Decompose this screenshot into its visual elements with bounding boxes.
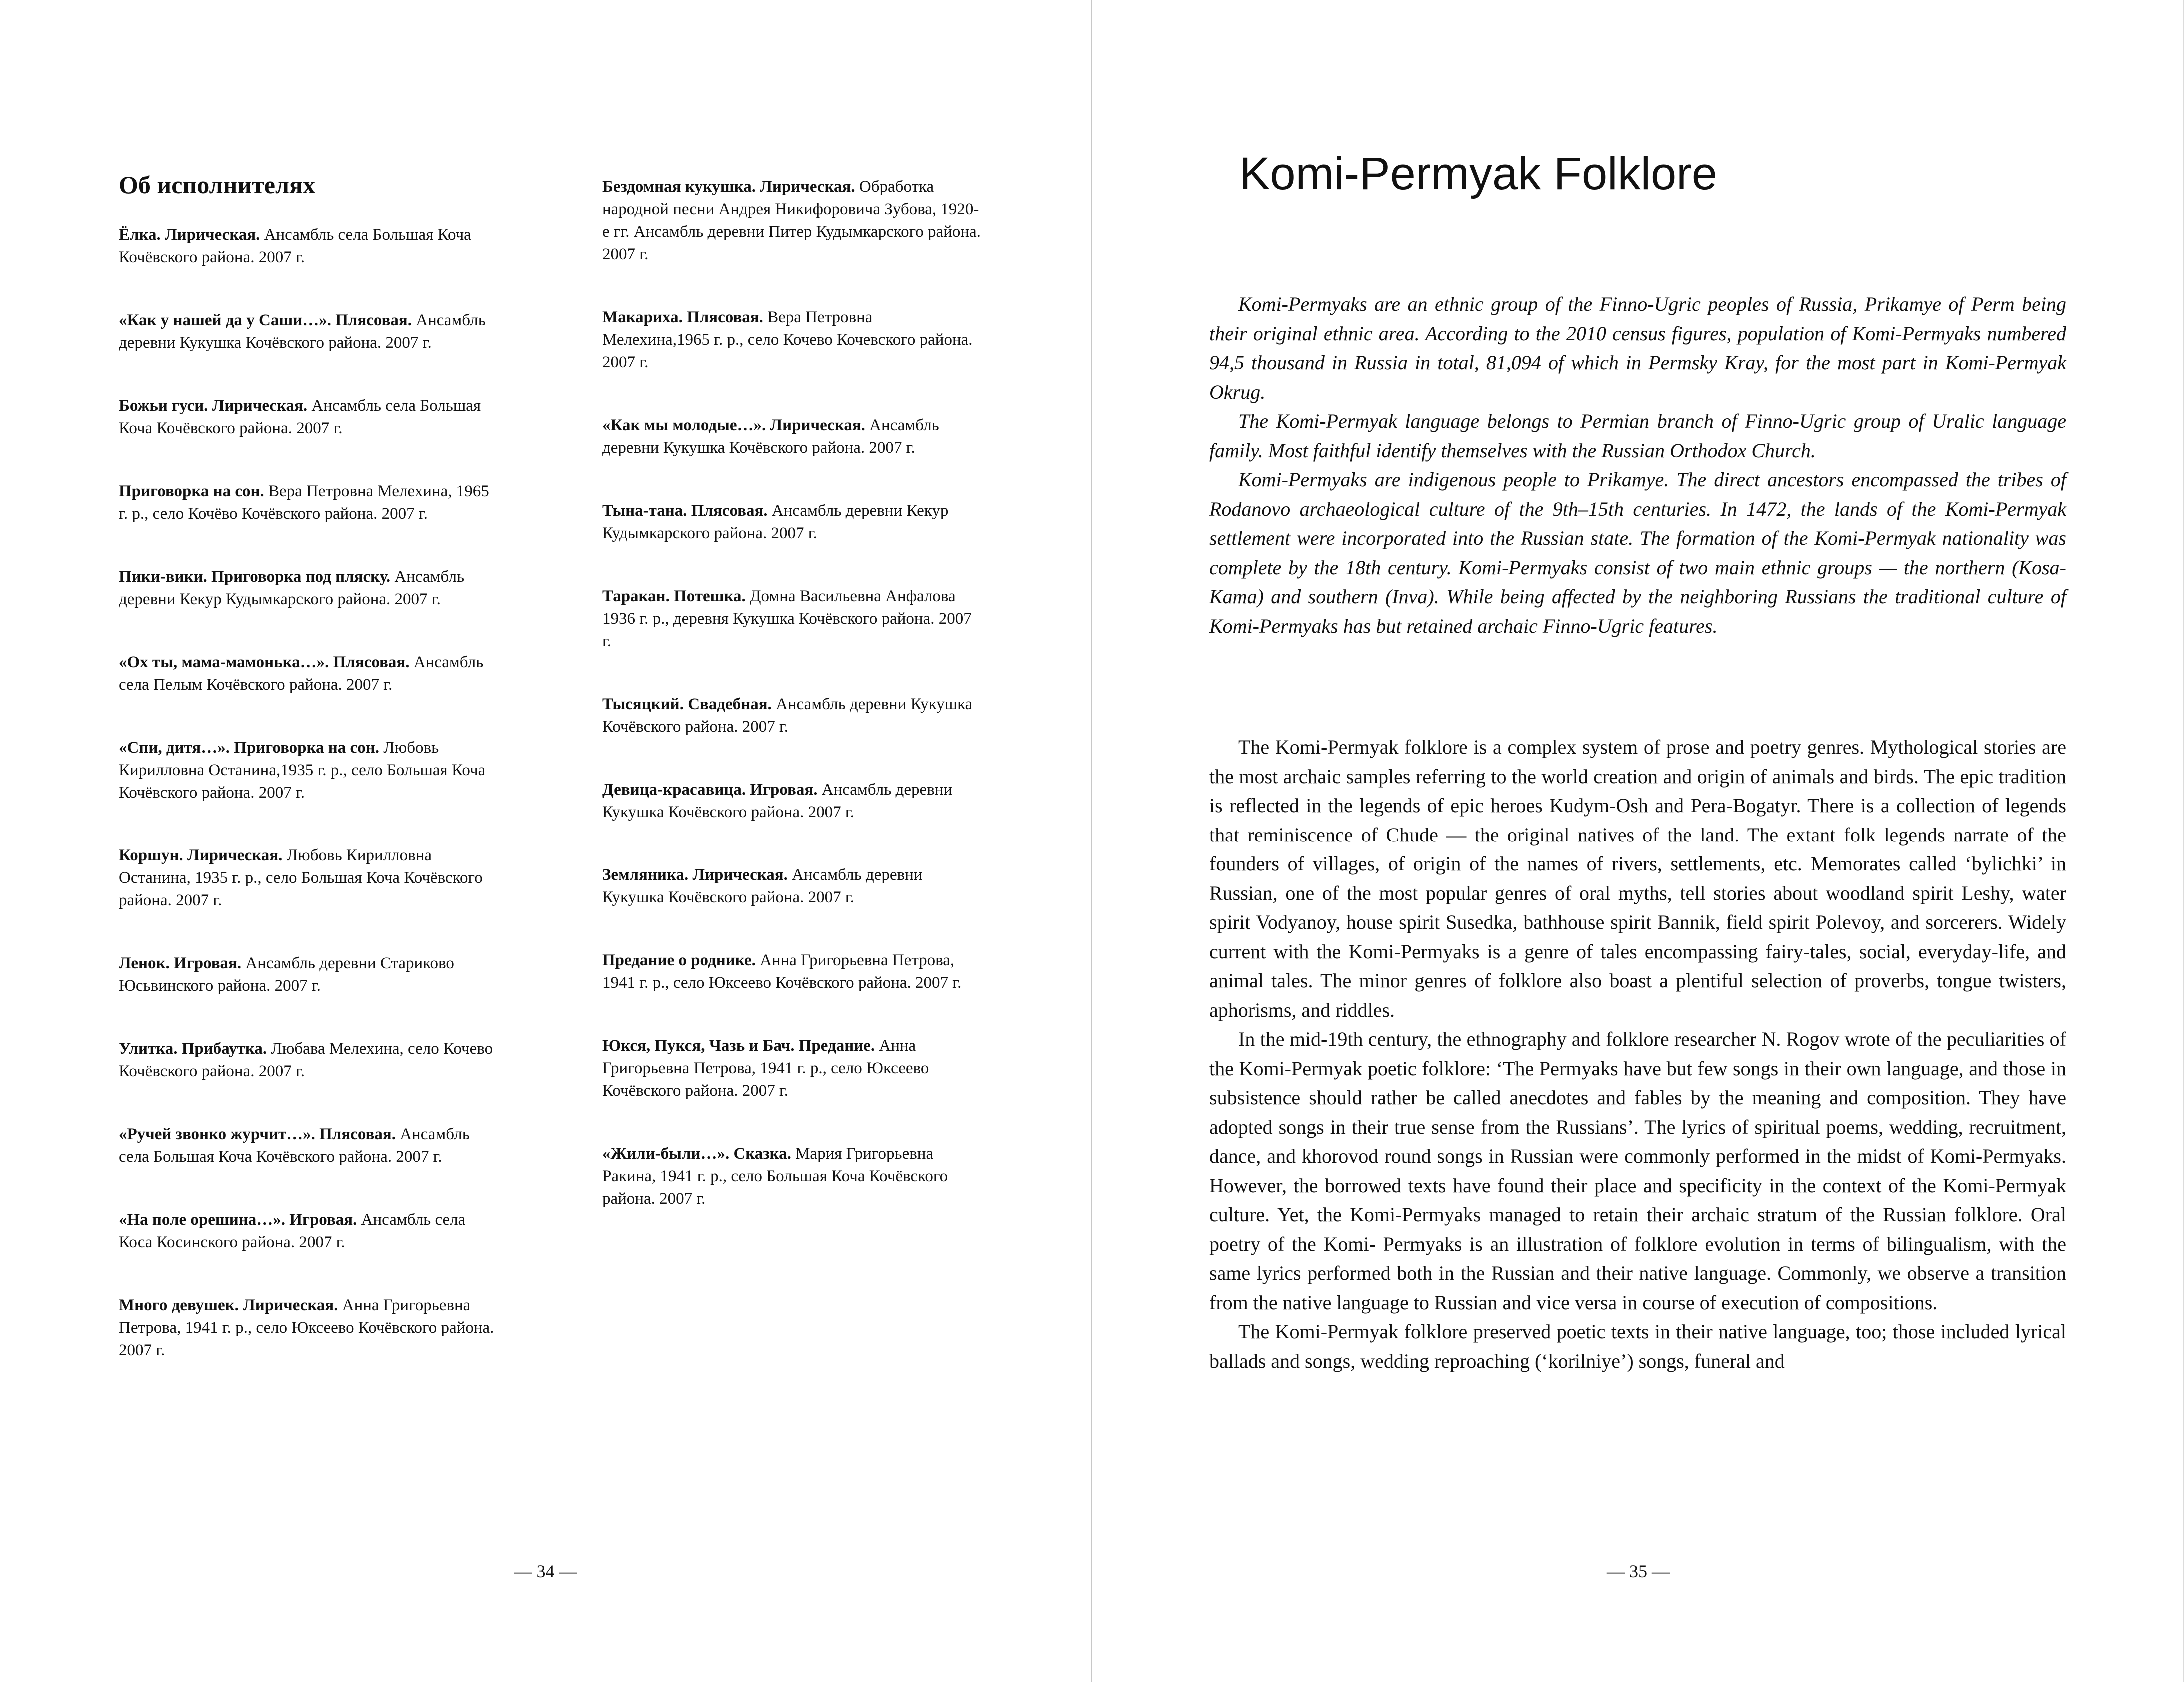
song-title: Девица-красавица. Игровая.	[602, 781, 818, 799]
performer-details: Ансамбль села Большая Коча Кочёвского района. 2007 г.	[119, 1125, 470, 1166]
song-title: Коршун. Лирическая.	[119, 846, 283, 864]
performer-details: Любовь Кирилловна Останина, 1935 г. р., село Большая Коча Кочёвского района. 2007 г.	[119, 846, 483, 909]
performer-entry	[602, 414, 982, 459]
body-text	[1209, 733, 2066, 1376]
song-title: Бездомная кукушка. Лирическая.	[602, 178, 855, 196]
song-title: Тысяцкий. Свадебная.	[602, 695, 772, 713]
song-title: Земляника. Лирическая.	[602, 866, 788, 884]
performer-entry	[602, 306, 982, 374]
performer-entry	[119, 1123, 499, 1168]
song-title: Ёлка. Лирическая.	[119, 226, 260, 244]
section-title: Об исполнителях	[119, 171, 316, 199]
performer-details: Анна Григорьевна Петрова, 1941 г. р., село Юксеево Кочёвского района. 2007 г.	[602, 1037, 929, 1100]
body-paragraph: In the mid-19th century, the ethnography and folklore researcher N. Rogov wrote of the peculiarities of the Komi-Permyak poetic folklore: ‘The Permyaks have but few songs in their own language, and those in subsistence should rather be called anecdotes and fables by the meaning and composition. They have adopted songs in their true sense from the Russians’. The lyrics of spiritual poems, wedding, recruitment, dance, and khorovod round songs in Russian were commonly performed in the midst of Komi-Permyaks. However, the borrowed texts have found their place and specificity in the context of the Komi-Permyak culture. Yet, the Komi-Permyaks managed to retain their archaic stratum of the Russian folklore. Oral poetry of the Komi- Permyaks is an illustration of folklore evolution in terms of bilingualism, with the same lyrics performed both in the Russian and their native language. Commonly, we observe a transition from the native language to Russian and vice versa in course of execution of compositions.	[1209, 1028, 2066, 1314]
performer-entry	[119, 1038, 499, 1083]
song-title: «На поле орешина…». Игровая.	[119, 1211, 357, 1229]
performer-details: Вера Петровна Мелехина,1965 г. р., село Кочево Кочевского района. 2007 г.	[602, 308, 973, 371]
page-number-left: — 34 —	[514, 1561, 577, 1581]
page-number-right: — 35 —	[1607, 1561, 1670, 1581]
performer-entry	[602, 779, 982, 824]
performer-entry	[602, 585, 982, 653]
song-title: Божьи гуси. Лирическая.	[119, 397, 308, 415]
performer-details: Ансамбль деревни Кукушка Кочёвского района. 2007 г.	[602, 695, 973, 736]
performer-details: Вера Петровна Мелехина, 1965 г. р., село Кочёво Кочёвского района. 2007 г.	[119, 482, 489, 523]
performer-details: Ансамбль деревни Кукушка Кочёвского района. 2007 г.	[602, 866, 923, 906]
song-title: Много девушек. Лирическая.	[119, 1296, 338, 1314]
performer-details: Анна Григорьевна Петрова, 1941 г. р., село Юксеево Кочёвского района. 2007 г.	[119, 1296, 494, 1359]
body-paragraph: The Komi-Permyak folklore preserved poetic texts in their native language, too; those included lyrical ballads and songs, wedding reproaching (‘korilniye’) songs, funeral and	[1209, 1320, 2066, 1372]
performer-entry	[602, 1035, 982, 1102]
song-title: «Жили-были…». Сказка.	[602, 1145, 791, 1163]
performer-entry	[602, 1143, 982, 1210]
song-title: «Спи, дитя…». Приговорка на сон.	[119, 739, 379, 757]
song-title: Таракан. Потешка.	[602, 587, 746, 605]
performer-details: Ансамбль деревни Кекур Кудымкарского района. 2007 г.	[602, 502, 949, 542]
performer-details: Ансамбль села Большая Коча Кочёвского района. 2007 г.	[119, 226, 471, 266]
performer-details: Ансамбль села Коса Косинского района. 2007 г.	[119, 1211, 466, 1251]
performer-details: Анна Григорьевна Петрова, 1941 г. р., село Юксеево Кочёвского района. 2007 г.	[602, 951, 962, 992]
performer-entry	[119, 651, 499, 696]
song-title: Приговорка на сон.	[119, 482, 264, 500]
performer-entry	[602, 949, 982, 994]
performer-entry	[119, 737, 499, 804]
song-title: Улитка. Прибаутка.	[119, 1040, 267, 1058]
chapter-title: Komi-Permyak Folklore	[1239, 148, 1717, 199]
intro-paragraph: The Komi-Permyak language belongs to Permian branch of Finno-Ugric group of Uralic language family. Most faithful identify themselves with the Russian Orthodox Church.	[1209, 410, 2066, 462]
song-title: «Ох ты, мама-мамонька…». Плясовая.	[119, 653, 410, 671]
performer-details: Любава Мелехина, село Кочево Кочёвского района. 2007 г.	[119, 1040, 493, 1080]
performer-details: Ансамбль села Большая Коча Кочёвского района. 2007 г.	[119, 397, 481, 437]
left-page	[0, 0, 1091, 1682]
song-title: Пики-вики. Приговорка под пляску.	[119, 568, 391, 586]
performer-entry	[602, 864, 982, 909]
performer-entry	[119, 395, 499, 440]
performer-details: Ансамбль деревни Стариково Юсьвинского района. 2007 г.	[119, 954, 454, 995]
performer-entry	[119, 224, 499, 269]
performer-entry	[119, 480, 499, 525]
right-page	[1092, 0, 2184, 1682]
performer-entry	[119, 844, 499, 912]
song-title: Тына-тана. Плясовая.	[602, 502, 768, 520]
song-title: «Как мы молодые…». Лирическая.	[602, 416, 865, 434]
performers-column-2	[602, 176, 982, 1251]
song-title: «Ручей звонко журчит…». Плясовая.	[119, 1125, 396, 1143]
performers-column-1	[119, 224, 499, 1402]
performer-entry	[602, 693, 982, 738]
performer-details: Обработка народной песни Андрея Никифоровича Зубова, 1920-е гг. Ансамбль деревни Питер Кудымкарского района. 2007 г.	[602, 178, 981, 263]
performer-entry	[119, 1209, 499, 1254]
performer-details: Ансамбль деревни Кукушка Кочёвского района. 2007 г.	[602, 416, 939, 457]
intro-text	[1209, 290, 2066, 641]
performer-details: Мария Григорьевна Ракина, 1941 г. р., село Большая Коча Кочёвского района. 2007 г.	[602, 1145, 948, 1208]
performer-details: Домна Васильевна Анфалова 1936 г. р., деревня Кукушка Кочёвского района. 2007 г.	[602, 587, 972, 650]
song-title: Ленок. Игровая.	[119, 954, 242, 972]
song-title: «Как у нашей да у Саши…». Плясовая.	[119, 311, 412, 329]
performer-details: Любовь Кирилловна Останина,1935 г. р., село Большая Коча Кочёвского района. 2007 г.	[119, 739, 486, 802]
performer-entry	[119, 566, 499, 611]
performer-entry	[119, 952, 499, 997]
body-paragraph: The Komi-Permyak folklore is a complex system of prose and poetry genres. Mythological stories are the most archaic samples referring to the world creation and origin of animals and birds. The epic tradition is reflected in the legends of epic heroes Kudym-Osh and Pera-Bogatyr. There is a collection of legends that reminiscence of Chude — the original natives of the land. The extant folk legends narrate of the founders of villages, of origin of the names of rivers, settlements, etc. Memorates called ‘bylichki’ in Russian, one of the most popular genres of oral myths, tell stories about woodland spirit Leshy, water spirit Vodyanoy, house spirit Susedka, bathhouse spirit Bannik, field spirit Polevoy, and sorcerers. Widely current with the Komi-Permyaks is a genre of tales encompassing fairy-tales, social, everyday-life, and animal tales. The minor genres of folklore also boast a plentiful selection of proverbs, tongue twisters, aphorisms, and riddles.	[1209, 736, 2066, 1021]
performer-details: Ансамбль деревни Кукушка Кочёвского района. 2007 г.	[602, 781, 953, 821]
intro-paragraph: Komi-Permyaks are indigenous people to Prikamye. The direct ancestors encompassed the tribes of Rodanovo archaeological culture of the 9th–15th centuries. In 1472, the lands of the Komi-Permyak settlement were incorporated into the Russian state. The formation of the Komi-Permyak nationality was complete by the 18th century. Komi-Permyaks consist of two main ethnic groups — the northern (Kosa-Kama) and southern (Inva). While being affected by the neighboring Russians the traditional culture of Komi-Permyaks has but retained archaic Finno-Ugric features.	[1209, 468, 2066, 637]
performer-entry	[119, 1294, 499, 1362]
song-title: Макариха. Плясовая.	[602, 308, 763, 326]
performer-entry	[119, 309, 499, 354]
song-title: Предание о роднике.	[602, 951, 756, 969]
performer-entry	[602, 500, 982, 545]
performer-details: Ансамбль деревни Кукушка Кочёвского района. 2007 г.	[119, 311, 486, 352]
performer-entry	[602, 176, 982, 266]
intro-paragraph: Komi-Permyaks are an ethnic group of the Finno-Ugric peoples of Russia, Prikamye of Perm being their original ethnic area. According to the 2010 census figures, population of Komi-Permyaks numbered 94,5 thousand in Russia in total, 81,094 of which in Permsky Kray, for the most part in Komi-Permyak Okrug.	[1209, 293, 2066, 403]
performer-details: Ансамбль деревни Кекур Кудымкарского района. 2007 г.	[119, 568, 464, 608]
song-title: Юкся, Пукся, Чазь и Бач. Предание.	[602, 1037, 875, 1055]
performer-details: Ансамбль села Пелым Кочёвского района. 2007 г.	[119, 653, 484, 694]
